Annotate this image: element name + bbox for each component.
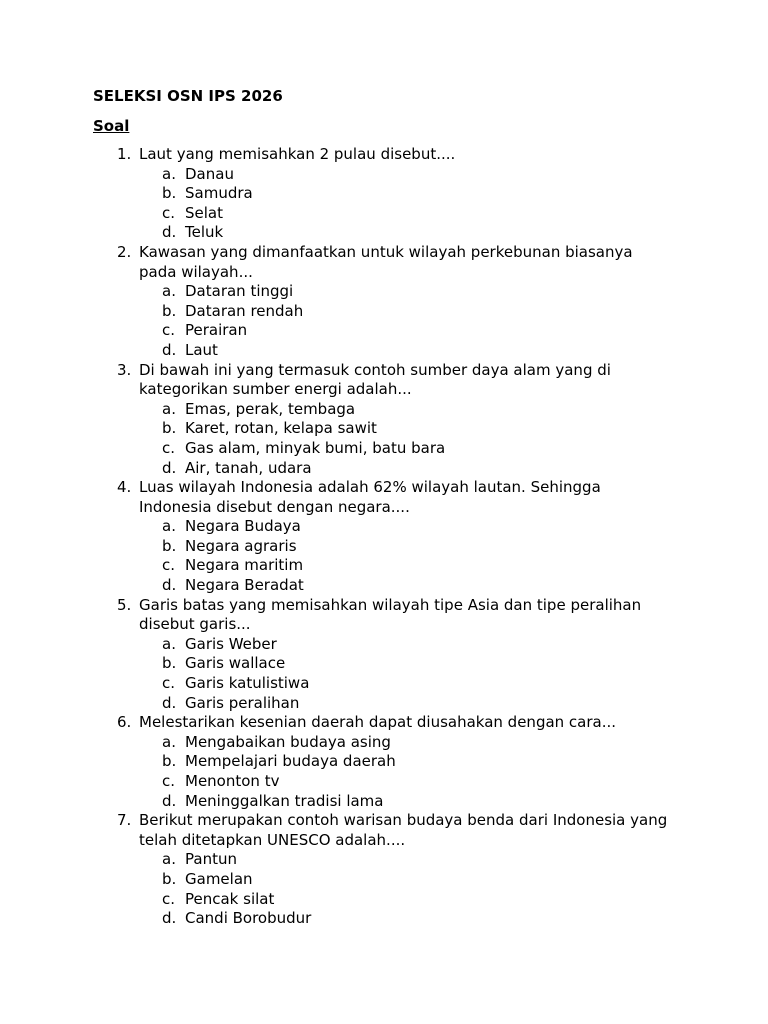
- option-letter: b.: [162, 536, 177, 555]
- option-text: Dataran tinggi: [185, 282, 294, 301]
- option-letter: b.: [162, 419, 177, 438]
- option-letter: b.: [162, 184, 177, 203]
- answer-option: [139, 321, 693, 341]
- answer-option: [139, 576, 693, 596]
- answer-option: [139, 341, 693, 361]
- answer-option: [139, 733, 693, 753]
- option-text: Mengabaikan budaya asing: [185, 732, 391, 751]
- option-list: [139, 282, 693, 360]
- question-text: Di bawah ini yang termasuk contoh sumber daya alam yang di kategorikan sumber energi adalah...: [139, 360, 611, 399]
- answer-option: [139, 694, 693, 714]
- option-letter: d.: [162, 340, 177, 359]
- option-list: [139, 165, 693, 243]
- answer-option: [139, 890, 693, 910]
- answer-option: [139, 419, 693, 439]
- question-text: Luas wilayah Indonesia adalah 62% wilayah lautan. Sehingga Indonesia disebut dengan negara....: [139, 478, 601, 516]
- option-text: Garis Weber: [185, 634, 277, 653]
- answer-option: [139, 204, 693, 224]
- option-letter: d.: [162, 693, 177, 712]
- option-text: Garis peralihan: [185, 693, 300, 712]
- option-text: Negara Budaya: [185, 517, 301, 536]
- option-letter: a.: [162, 732, 176, 751]
- question-text: Melestarikan kesenian daerah dapat diusahakan dengan cara...: [139, 713, 617, 732]
- answer-option: [139, 459, 693, 479]
- question-item: [93, 145, 693, 243]
- question-item: [93, 713, 693, 811]
- question-list: [93, 145, 693, 929]
- answer-option: [139, 870, 693, 890]
- document-page: [93, 86, 693, 929]
- option-text: Air, tanah, udara: [185, 458, 312, 477]
- option-letter: c.: [162, 321, 176, 340]
- answer-option: [139, 752, 693, 772]
- option-text: Candi Borobudur: [185, 909, 312, 928]
- answer-option: [139, 772, 693, 792]
- answer-option: [139, 282, 693, 302]
- option-text: Samudra: [185, 184, 253, 203]
- answer-option: [139, 439, 693, 459]
- option-letter: d.: [162, 576, 177, 595]
- option-text: Pantun: [185, 850, 237, 869]
- option-text: Mempelajari budaya daerah: [185, 752, 396, 771]
- option-letter: c.: [162, 438, 176, 457]
- question-item: [93, 243, 693, 361]
- question-text: Laut yang memisahkan 2 pulau disebut....: [139, 145, 456, 163]
- option-text: Gas alam, minyak bumi, batu bara: [185, 438, 446, 457]
- option-letter: d.: [162, 791, 177, 810]
- option-letter: d.: [162, 909, 177, 928]
- question-number: 5.: [117, 595, 132, 614]
- option-text: Selat: [185, 203, 223, 222]
- option-letter: d.: [162, 458, 177, 477]
- option-list: [139, 733, 693, 811]
- question-number: 3.: [117, 360, 132, 379]
- option-letter: c.: [162, 556, 176, 575]
- option-text: Laut: [185, 340, 218, 359]
- answer-option: [139, 184, 693, 204]
- question-text: Garis batas yang memisahkan wilayah tipe Asia dan tipe peralihan disebut garis...: [139, 595, 642, 634]
- question-item: [93, 361, 693, 479]
- answer-option: [139, 674, 693, 694]
- option-letter: b.: [162, 654, 177, 673]
- option-letter: a.: [162, 164, 176, 183]
- answer-option: [139, 792, 693, 812]
- option-text: Garis wallace: [185, 654, 286, 673]
- option-text: Garis katulistiwa: [185, 674, 310, 693]
- question-number: 6.: [117, 713, 132, 732]
- question-text: Berikut merupakan contoh warisan budaya benda dari Indonesia yang telah ditetapkan UNESCO adalah....: [139, 811, 668, 849]
- option-letter: a.: [162, 399, 176, 418]
- option-letter: c.: [162, 772, 176, 790]
- answer-option: [139, 302, 693, 322]
- answer-option: [139, 223, 693, 243]
- answer-option: [139, 165, 693, 185]
- question-number: 4.: [117, 478, 132, 497]
- question-number: 2.: [117, 242, 132, 261]
- option-text: Karet, rotan, kelapa sawit: [185, 419, 377, 438]
- option-letter: a.: [162, 282, 176, 301]
- option-text: Dataran rendah: [185, 301, 304, 320]
- option-text: Teluk: [185, 223, 224, 242]
- option-letter: c.: [162, 674, 176, 693]
- document-title: SELEKSI OSN IPS 2026: [93, 87, 283, 105]
- option-letter: d.: [162, 223, 177, 242]
- option-text: Danau: [185, 164, 234, 183]
- answer-option: [139, 635, 693, 655]
- option-list: [139, 635, 693, 713]
- option-text: Gamelan: [185, 869, 253, 888]
- question-number: 7.: [117, 811, 132, 830]
- option-text: Negara maritim: [185, 556, 304, 575]
- option-letter: c.: [162, 889, 176, 908]
- option-letter: b.: [162, 301, 177, 320]
- option-letter: c.: [162, 203, 176, 222]
- option-letter: a.: [162, 517, 176, 536]
- option-text: Emas, perak, tembaga: [185, 399, 356, 418]
- question-item: [93, 596, 693, 714]
- option-text: Pencak silat: [185, 889, 275, 908]
- question-number: 1.: [117, 145, 132, 163]
- answer-option: [139, 537, 693, 557]
- option-text: Negara Beradat: [185, 576, 304, 595]
- answer-option: [139, 909, 693, 929]
- option-text: Menonton tv: [185, 772, 280, 790]
- option-text: Perairan: [185, 321, 248, 340]
- option-list: [139, 400, 693, 478]
- option-text: Meninggalkan tradisi lama: [185, 791, 384, 810]
- option-letter: a.: [162, 634, 176, 653]
- option-text: Negara agraris: [185, 536, 297, 555]
- section-label: Soal: [93, 117, 130, 135]
- question-item: [93, 478, 693, 596]
- question-item: [93, 811, 693, 929]
- question-text: Kawasan yang dimanfaatkan untuk wilayah perkebunan biasanya pada wilayah...: [139, 242, 633, 281]
- option-list: [139, 517, 693, 595]
- option-list: [139, 850, 693, 928]
- answer-option: [139, 517, 693, 537]
- answer-option: [139, 654, 693, 674]
- answer-option: [139, 556, 693, 576]
- option-letter: b.: [162, 752, 177, 771]
- answer-option: [139, 850, 693, 870]
- option-letter: a.: [162, 850, 176, 869]
- answer-option: [139, 400, 693, 420]
- option-letter: b.: [162, 869, 177, 888]
